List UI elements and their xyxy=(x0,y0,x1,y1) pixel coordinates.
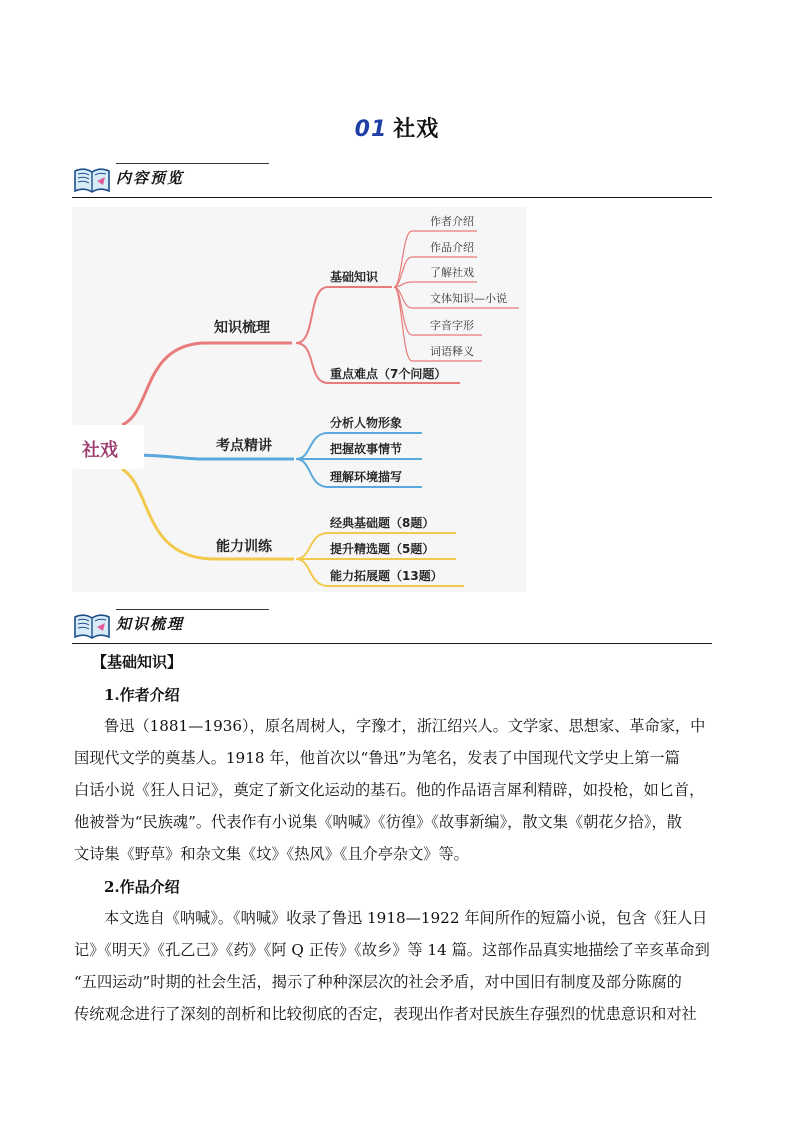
mm-item: 字音字形 xyxy=(430,319,474,332)
header-rule-bottom xyxy=(72,197,712,198)
branch-exam-points: 考点精讲 xyxy=(216,438,272,454)
header-rule-top xyxy=(116,609,269,610)
mm-item: 把握故事情节 xyxy=(330,442,403,456)
text-line: 文诗集《野草》和杂文集《坟》《热风》《且介亭杂文》等。 xyxy=(74,845,469,863)
open-book-icon xyxy=(72,163,112,199)
mm-item: 经典基础题（8题） xyxy=(330,516,435,530)
page-title xyxy=(0,112,794,143)
text-line: 鲁迅（1881—1936），原名周树人，字豫才，浙江绍兴人。文学家、思想家、革命家，中 xyxy=(104,717,706,735)
header-rule-top xyxy=(116,163,269,164)
text-line: 传统观念进行了深刻的剖析和比较彻底的否定，表现出作者对民族生存强烈的忧患意识和对社 xyxy=(74,1005,697,1023)
mind-map xyxy=(72,207,526,592)
title-number: 01 xyxy=(354,117,388,142)
header-rule-bottom xyxy=(72,643,712,644)
mm-item: 了解社戏 xyxy=(430,266,474,279)
mm-item: 提升精选题（5题） xyxy=(330,542,435,556)
text-line: 本文选自《呐喊》。《呐喊》收录了鲁迅 1918—1922 年间所作的短篇小说，包含《狂人日 xyxy=(104,909,708,927)
title-text: 社戏 xyxy=(393,117,440,142)
section-header-preview xyxy=(72,163,712,203)
text-line: 他被誉为“民族魂”。代表作有小说集《呐喊》《彷徨》《故事新编》，散文集《朝花夕拾》，散 xyxy=(74,813,682,831)
section-title: 内容预览 xyxy=(116,169,185,187)
paragraph-work xyxy=(74,902,728,1030)
sub-key-points: 重点难点（7个问题） xyxy=(330,367,447,381)
open-book-icon xyxy=(72,609,112,645)
heading-work: 2.作品介绍 xyxy=(104,878,180,896)
branch-knowledge: 知识梳理 xyxy=(214,320,270,336)
mm-item: 作品介绍 xyxy=(430,241,474,254)
text-line: “五四运动”时期的社会生活，揭示了种种深层次的社会矛盾，对中国旧有制度及部分陈腐的 xyxy=(74,973,682,991)
mm-item: 理解环境描写 xyxy=(330,470,403,484)
mm-item: 词语释义 xyxy=(430,345,474,358)
text-line: 国现代文学的奠基人。1918 年，他首次以“鲁迅”为笔名，发表了中国现代文学史上第一篇 xyxy=(74,749,680,767)
mm-item: 能力拓展题（13题） xyxy=(330,569,443,583)
paragraph-author xyxy=(74,710,728,870)
mm-item: 作者介绍 xyxy=(430,215,474,228)
mm-item: 分析人物形象 xyxy=(330,416,403,430)
mm-item: 文体知识—小说 xyxy=(430,292,507,305)
branch-training: 能力训练 xyxy=(216,539,272,555)
text-line: 白话小说《狂人日记》，奠定了新文化运动的基石。他的作品语言犀利精辟，如投枪，如匕首， xyxy=(74,781,705,799)
section-header-knowledge xyxy=(72,609,712,649)
bracket-heading: 【基础知识】 xyxy=(92,653,183,671)
mindmap-root: 社戏 xyxy=(82,440,118,461)
text-line: 记》《明天》《孔乙己》《药》《阿 Q 正传》《故乡》等 14 篇。这部作品真实地描绘了辛亥革命到 xyxy=(74,941,710,959)
sub-basic-knowledge: 基础知识 xyxy=(330,270,379,284)
heading-author: 1.作者介绍 xyxy=(104,686,180,704)
section-title: 知识梳理 xyxy=(116,615,185,633)
